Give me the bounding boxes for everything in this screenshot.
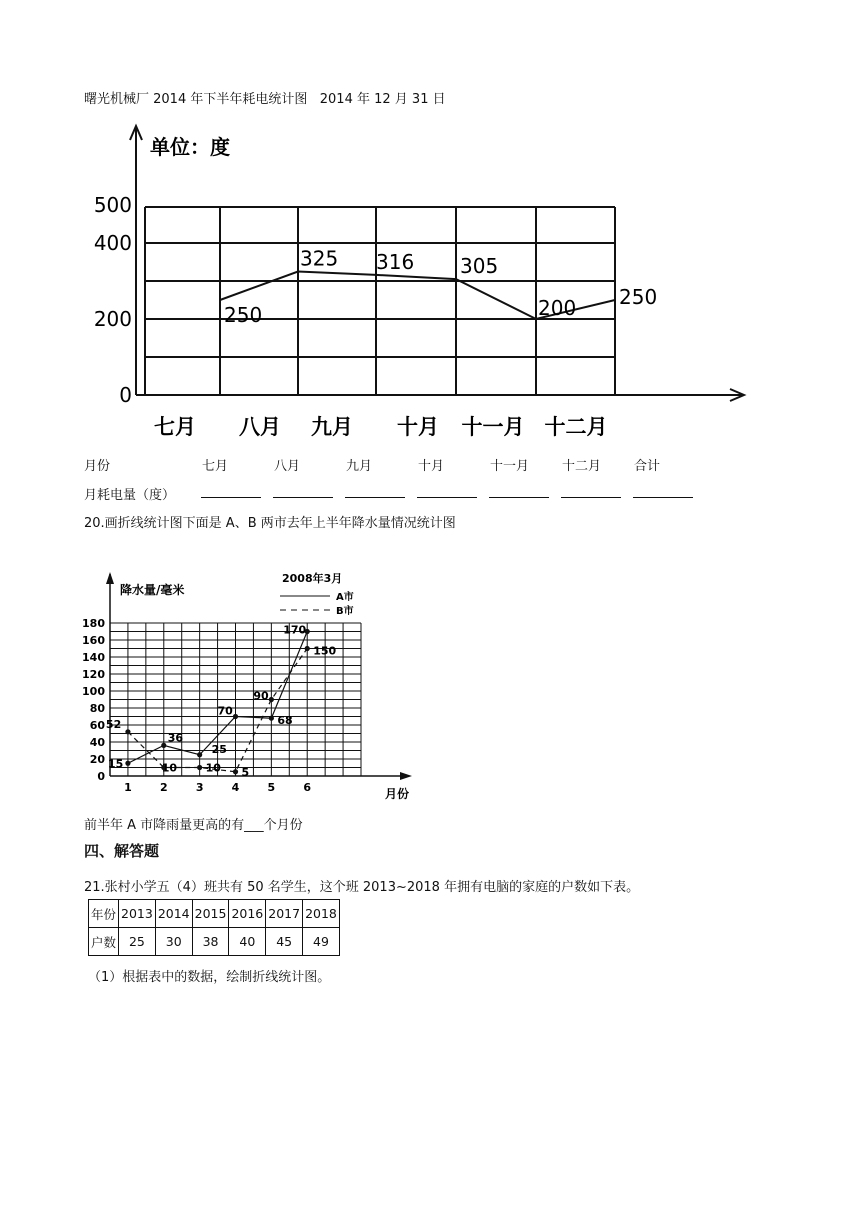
- c2-xtick-label: 3: [195, 781, 204, 794]
- c2-xtick-label: 1: [124, 781, 132, 794]
- q19-month-label: 十一月: [490, 459, 530, 474]
- q21-year-cell: 2015: [192, 900, 229, 928]
- q21-count-row: [89, 928, 340, 956]
- q19-answer-blank[interactable]: [633, 483, 693, 498]
- c1-xtick-label: 十一月: [461, 415, 525, 439]
- q21-year-label: 年份: [89, 900, 119, 928]
- q21-count-cell: 49: [303, 928, 340, 956]
- c2-x-arrow: [400, 772, 412, 780]
- c2-xtick-label: 5: [267, 781, 276, 794]
- c2-xlabel: 月份: [385, 787, 410, 801]
- q19-answer-blank[interactable]: [561, 483, 621, 498]
- c1-data-label: 316: [376, 249, 415, 274]
- c2-ytick-label: 0: [97, 770, 105, 783]
- c1-data-labels: [224, 247, 657, 328]
- c1-ytick-label: 0: [119, 383, 132, 407]
- q21-heading: 21.张村小学五（4）班共有 50 名学生，这个班 2013~2018 年拥有电脑的家庭的户数如下表。: [84, 880, 640, 895]
- q19-month-label: 合计: [634, 459, 661, 474]
- q21-year-cell: 2018: [303, 900, 340, 928]
- q21-sub1: （1）根据表中的数据，绘制折线统计图。: [88, 970, 331, 985]
- c2-data-point: [125, 761, 130, 766]
- c2-ytick-label: 60: [89, 719, 105, 732]
- q21-count-cell: 40: [229, 928, 266, 956]
- q21-count-cell: 30: [155, 928, 192, 956]
- c2-data-label: 15: [107, 757, 124, 771]
- c2-xtick-label: 2: [159, 781, 168, 794]
- q20-heading: 20.画折线统计图下面是 A、B 两市去年上半年降水量情况统计图: [84, 516, 456, 531]
- c1-data-label: 305: [460, 254, 499, 279]
- c1-xtick-label: 十二月: [544, 415, 608, 439]
- c2-data-point: [161, 743, 166, 748]
- c2-ytick-label: 140: [82, 651, 105, 664]
- q19-month-label: 十二月: [562, 459, 602, 474]
- c2-ylabel: 降水量/毫米: [120, 583, 185, 597]
- q19-month-label: 七月: [202, 459, 229, 474]
- c1-xtick-label: 九月: [311, 415, 353, 439]
- q19-month-label: 九月: [346, 459, 373, 474]
- q19-row-label: 月耗电量（度）: [84, 488, 176, 503]
- c1-ytick-label: 400: [93, 231, 132, 255]
- c2-data-point: [233, 769, 238, 774]
- c2-data-point: [305, 646, 310, 651]
- c2-ytick-label: 180: [82, 617, 105, 630]
- c2-title: 2008年3月: [282, 572, 343, 585]
- c2-data-label: 90: [253, 689, 269, 703]
- c1-data-label: 250: [619, 285, 658, 309]
- c2-data-label: 10: [205, 761, 221, 775]
- q19-answer-blank[interactable]: [201, 483, 261, 498]
- q19-answer-blank[interactable]: [489, 483, 549, 498]
- c1-data-label: 250: [224, 303, 263, 327]
- c2-yticks: [82, 617, 105, 783]
- q21-year-cell: 2017: [266, 900, 303, 928]
- c2-xtick-label: 6: [303, 781, 312, 794]
- c2-data-label: 70: [217, 704, 233, 718]
- c2-data-label: 25: [211, 742, 227, 756]
- q21-year-cell: 2013: [119, 900, 156, 928]
- c1-yticks: [94, 193, 132, 407]
- c1-data-label: 325: [300, 246, 339, 271]
- c2-data-label: 36: [167, 731, 184, 745]
- q21-table: [88, 899, 340, 956]
- c2-data-point: [269, 716, 274, 721]
- q21-year-row: [89, 900, 340, 928]
- c1-data-label: 200: [538, 296, 577, 320]
- c2-legend-b: B市: [336, 606, 354, 617]
- q20-question: 前半年 A 市降雨量更高的有___个月份: [84, 818, 303, 833]
- c2-axes: [106, 572, 412, 780]
- c1-xtick-label: 七月: [154, 415, 196, 439]
- c2-data-label: 5: [241, 765, 250, 779]
- c2-data-point: [269, 697, 274, 702]
- c2-ytick-label: 20: [89, 753, 105, 766]
- c2-data-label: 52: [105, 717, 122, 731]
- precipitation-chart: [0, 560, 860, 810]
- c2-y-arrow: [106, 572, 114, 584]
- c2-ytick-label: 160: [82, 634, 105, 647]
- c2-xticks: [124, 781, 311, 794]
- c1-ytick-label: 200: [93, 307, 132, 331]
- c2-xtick-label: 4: [231, 781, 240, 794]
- c1-xtick-label: 十月: [397, 415, 439, 439]
- q21-count-cell: 45: [266, 928, 303, 956]
- c2-data-point: [197, 752, 202, 757]
- c1-axes: [130, 126, 744, 401]
- c2-ytick-label: 80: [89, 702, 105, 715]
- q19-month-label: 十月: [418, 459, 445, 474]
- q21-count-cell: 38: [192, 928, 229, 956]
- q19-answer-blank[interactable]: [273, 483, 333, 498]
- c2-data-labels: [106, 624, 337, 779]
- q21-year-cell: 2016: [229, 900, 266, 928]
- c2-ytick-label: 120: [82, 668, 105, 681]
- q19-month-label: 八月: [274, 459, 301, 474]
- c2-ytick-label: 100: [82, 685, 105, 698]
- q19-answer-blank[interactable]: [417, 483, 477, 498]
- c2-data-point: [197, 765, 202, 770]
- electricity-chart: [0, 110, 860, 450]
- c1-ytick-label: 500: [93, 193, 132, 217]
- c2-data-point: [125, 729, 130, 734]
- q19-date: 2014 年 12 月 31 日: [319, 92, 446, 107]
- c2-data-label: 68: [277, 714, 293, 728]
- c2-data-label: 170: [283, 623, 307, 637]
- c2-data-label: 10: [161, 761, 178, 775]
- q21-year-cell: 2014: [155, 900, 192, 928]
- c1-xtick-label: 八月: [239, 415, 281, 439]
- q19-title-line: [84, 88, 446, 107]
- c2-legend-a: A市: [336, 592, 354, 603]
- q21-count-cell: 25: [119, 928, 156, 956]
- c1-xticks: [154, 415, 608, 439]
- section4-title: 四、解答题: [84, 842, 160, 860]
- q19-table-header: 月份: [84, 459, 111, 474]
- q19-title: 曙光机械厂 2014 年下半年耗电统计图: [84, 92, 308, 107]
- q19-answer-blank[interactable]: [345, 483, 405, 498]
- c1-ylabel: 单位：度: [150, 135, 230, 159]
- c2-ytick-label: 40: [89, 736, 105, 749]
- c2-data-point: [233, 714, 238, 719]
- c2-data-label: 150: [313, 644, 337, 658]
- q21-count-label: 户数: [89, 928, 119, 956]
